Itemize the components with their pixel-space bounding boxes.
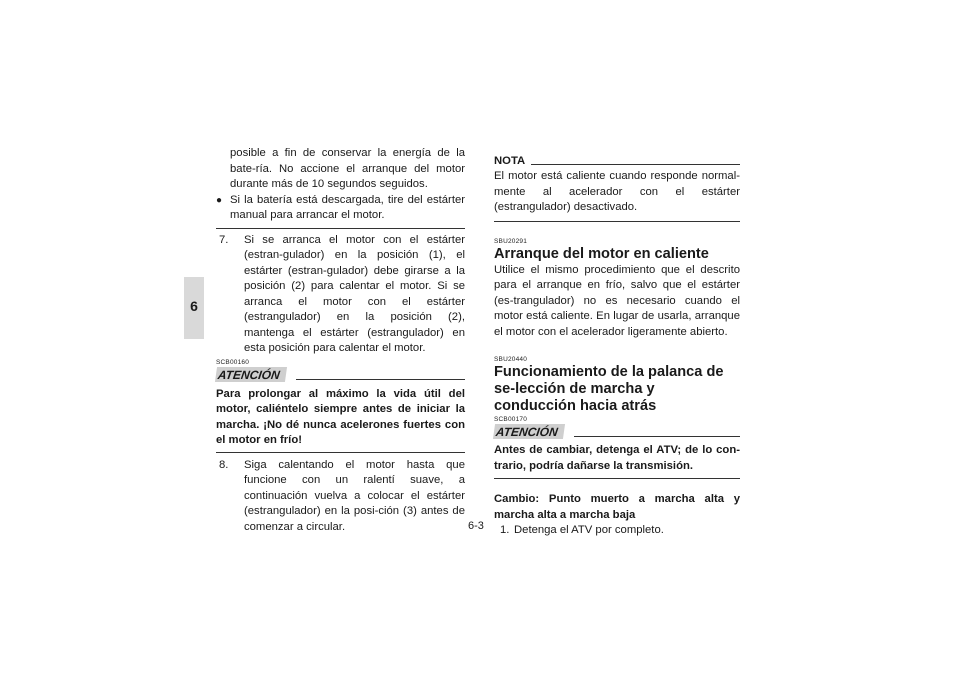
nota-header-rule bbox=[531, 164, 740, 165]
left-column bbox=[216, 146, 465, 535]
section-1-code: SBU20291 bbox=[494, 237, 528, 245]
caution-header-2 bbox=[494, 424, 740, 439]
nota-label: NOTA bbox=[494, 155, 526, 167]
subheading: Cambio: Punto muerto a marcha alta y marcha alta a marcha baja bbox=[494, 493, 740, 521]
divider bbox=[216, 228, 465, 229]
step-8 bbox=[216, 458, 465, 536]
caution-code-2: SCB00170 bbox=[494, 416, 528, 423]
step-8-text: Siga calentando el motor hasta que funcione con un ralentí suave, a continuación vuelva a colocar el estárter (estrangulador) en la posi-ción (3) antes de comenzar a circular. bbox=[244, 458, 465, 533]
section-tab bbox=[184, 277, 204, 339]
caution-header-rule-2 bbox=[574, 436, 740, 437]
caution-code: SCB00160 bbox=[216, 358, 250, 366]
section-2-title: Funcionamiento de la palanca de se-lección de marcha y conducción hacia atrás bbox=[494, 364, 724, 414]
caution-label-2: ATENCIÓN bbox=[493, 424, 565, 439]
section-1-text: Utilice el mismo procedimiento que el descrito para el arranque en frío, salvo que el estárter (es-trangulador) no es necesario cuando el motor está caliente. En lugar de usarla, arranque el motor con el acelerador ligeramente abierto. bbox=[494, 263, 740, 338]
step-1 bbox=[494, 523, 740, 539]
step-1-number: 1. bbox=[500, 524, 510, 536]
nota-header bbox=[494, 154, 740, 168]
caution-text: Para prolongar al máximo la vida útil del motor, caliéntelo siempre antes de iniciar la marcha. ¡No dé nunca acelerones fuertes con el motor en frío! bbox=[216, 387, 465, 446]
caution-header bbox=[216, 367, 465, 382]
right-column bbox=[494, 154, 740, 539]
nota-bottom-rule bbox=[494, 221, 740, 222]
bullet-item: ● Si la batería está descargada, tire del estárter manual para arrancar el motor. bbox=[216, 193, 465, 224]
caution-bottom-rule-2 bbox=[494, 478, 740, 479]
step-1-text: Detenga el ATV por completo. bbox=[514, 524, 664, 536]
step-7 bbox=[216, 233, 465, 357]
section-2-code: SBU20440 bbox=[494, 356, 528, 363]
step-8-number: 8. bbox=[219, 458, 229, 471]
page-number: 6-3 bbox=[468, 520, 484, 532]
section-tab-number: 6 bbox=[190, 298, 198, 314]
caution-label: ATENCIÓN bbox=[215, 367, 287, 382]
continued-paragraph: posible a fin de conservar la energía de la bate-ría. No accione el arranque del motor durante más de 10 segundos seguidos. bbox=[230, 147, 465, 190]
nota-text: El motor está caliente cuando responde normal-mente al acelerador con el estárter (estrangulador) desactivado. bbox=[494, 170, 740, 213]
step-7-text: Si se arranca el motor con el estárter (estran-gulador) en la posición (1), el estárter (estran-gulador) debe girarse a la posición (2) para calentar el motor. Si se arranca el motor con el estárter (estrangulador) en la posición (2), mantenga el estárter (estrangulador) en esta posición para calentar el motor. bbox=[244, 233, 465, 354]
step-7-number: 7. bbox=[219, 233, 229, 246]
section-1-title: Arranque del motor en caliente bbox=[494, 245, 709, 262]
caution-bottom-rule bbox=[216, 452, 465, 453]
caution-header-rule bbox=[296, 379, 465, 380]
caution-text-2: Antes de cambiar, detenga el ATV; de lo con-trario, podría dañarse la transmisión. bbox=[494, 444, 740, 472]
